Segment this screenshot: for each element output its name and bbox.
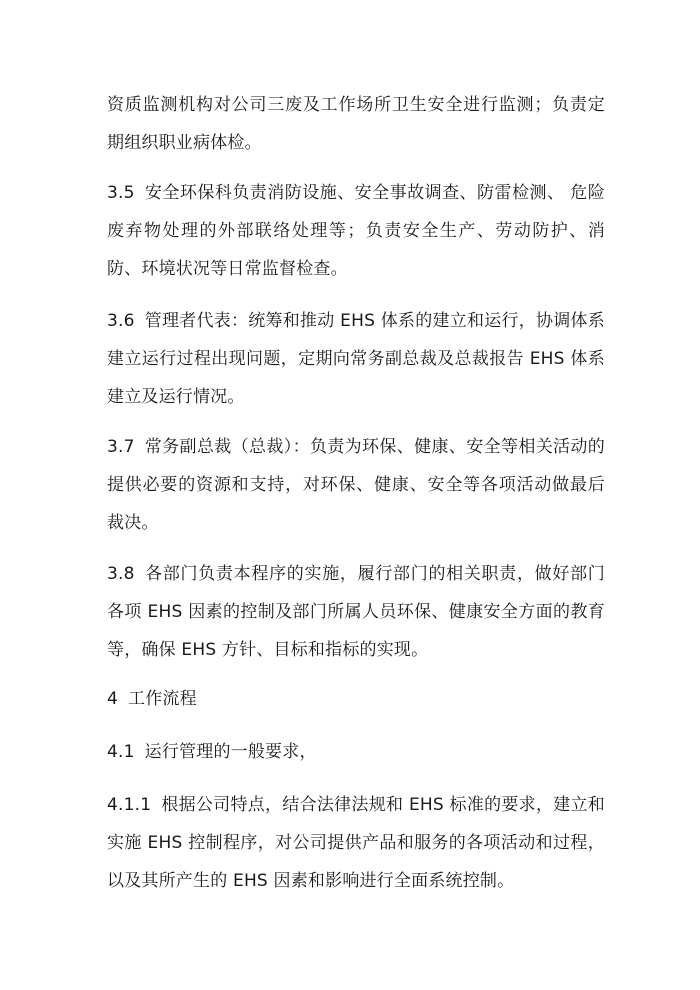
section-number: 3.5 bbox=[107, 183, 135, 203]
section-number: 4.1.1 bbox=[107, 795, 152, 815]
paragraph-text: 安全环保科负责消防设施、安全事故调查、防雷检测、 危险废弃物处理的外部联络处理等；负责安全生产、劳动防护、消防、环境状况等日常监督检查。 bbox=[107, 183, 605, 279]
paragraph-text: 各部门负责本程序的实施，履行部门的相关职责，做好部门各项 EHS 因素的控制及部门所属人员环保、健康安全方面的教育等，确保 EHS 方针、目标和指标的实现。 bbox=[107, 564, 605, 660]
section-heading-4-1 bbox=[107, 733, 605, 771]
paragraph-3-8 bbox=[107, 555, 605, 669]
paragraph-text: 管理者代表：统筹和推动 EHS 体系的建立和运行，协调体系建立运行过程出现问题，定期向常务副总裁及总裁报告 EHS 体系建立及运行情况。 bbox=[107, 311, 605, 407]
paragraph-continuation bbox=[107, 86, 605, 162]
section-number: 4 bbox=[107, 689, 119, 709]
section-title: 运行管理的一般要求， bbox=[144, 742, 317, 762]
paragraph-3-6 bbox=[107, 302, 605, 416]
section-heading-4 bbox=[107, 680, 605, 718]
paragraph-3-5 bbox=[107, 174, 605, 288]
paragraph-3-7 bbox=[107, 428, 605, 542]
section-number: 3.7 bbox=[107, 437, 135, 457]
section-number: 4.1 bbox=[107, 742, 135, 762]
paragraph-text: 常务副总裁（总裁）：负责为环保、健康、安全等相关活动的提供必要的资源和支持，对环保、健康、安全等各项活动做最后裁决。 bbox=[107, 437, 605, 533]
paragraph-text: 资质监测机构对公司三废及工作场所卫生安全进行监测；负责定期组织职业病体检。 bbox=[107, 95, 605, 153]
section-number: 3.8 bbox=[107, 564, 135, 584]
section-title: 工作流程 bbox=[128, 689, 197, 709]
section-number: 3.6 bbox=[107, 311, 135, 331]
paragraph-text: 根据公司特点，结合法律法规和 EHS 标准的要求，建立和实施 EHS 控制程序，对公司提供产品和服务的各项活动和过程，以及其所产生的 EHS 因素和影响进行全面系统控制。 bbox=[107, 795, 605, 891]
paragraph-4-1-1 bbox=[107, 786, 605, 900]
